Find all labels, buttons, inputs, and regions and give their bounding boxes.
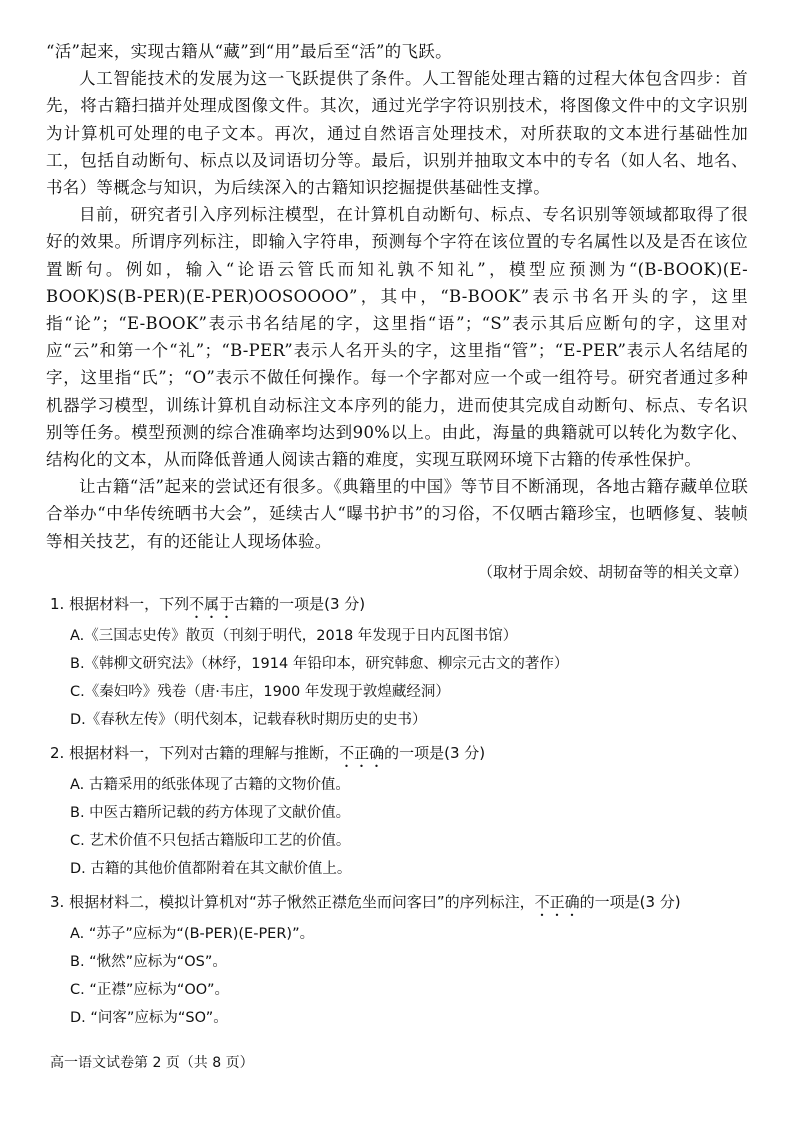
question-option-a: A. 古籍采用的纸张体现了古籍的文物价值。 <box>70 776 350 793</box>
question-option-c: C. “正襟”应标为“OO”。 <box>70 981 229 998</box>
question-option-d: D. “问客”应标为“SO”。 <box>70 1009 228 1026</box>
question-option-d: D. 古籍的其他价值都附着在其文献价值上。 <box>70 860 352 877</box>
question-option-d: D.《春秋左传》（明代刻本，记载春秋时期历史的史书） <box>70 711 427 728</box>
question-option-b: B.《韩柳文研究法》（林纾，1914 年铅印本，研究韩愈、柳宗元古文的著作） <box>70 655 569 672</box>
question-option-b: B. 中医古籍所记载的药方体现了文献价值。 <box>70 804 351 821</box>
question-stem-text: 古籍的一项是(3 分) <box>234 594 366 613</box>
question-stem-text: 2. 根据材料一，下列对古籍的理解与推断， <box>50 743 340 762</box>
passage-paragraph-1: 人工智能技术的发展为这一飞跃提供了条件。人工智能处理古籍的过程大体包含四步：首先，将古籍扫描并处理成图像文件。其次，通过光学字符识别技术，将图像文件中的文字识别为计算机可处理的电子文本。再次，通过自然语言处理技术，对所获取的文本进行基础性加工，包括自动断句、标点以及词语切分等。最后，识别并抽取文本中的专名（如人名、地名、书名）等概念与知识，为后续深入的古籍知识挖掘提供基础性支撑。 <box>46 69 748 198</box>
question-option-c: C. 艺术价值不只包括古籍版印工艺的价值。 <box>70 832 351 849</box>
question-stem-text: 3. 根据材料二，模拟计算机对“苏子愀然正襟危坐而问客曰”的序列标注， <box>50 892 535 911</box>
question-3 <box>46 889 748 1032</box>
passage-paragraph-2: 目前，研究者引入序列标注模型，在计算机自动断句、标点、专名识别等领域都取得了很好的效果。所谓序列标注，即输入字符串，预测每个字符在该位置的专名属性以及是否在该位置断句。例如，输入“论语云管氏而知礼孰不知礼”，模型应预测为“(B-BOOK)(E-BOOK)S(B-PER)(E-PER)OOSOOOO”，其中，“B-BOOK”表示书名开头的字，这里指“论”；“E-BOOK”表示书名结尾的字，这里指“语”；“S”表示其后应断句的字，这里对应“云”和第一个“礼”；“B-PER”表示人名开头的字，这里指“管”；“E-PER”表示人名结尾的字，这里指“氏”；“O”表示不做任何操作。每一个字都对应一个或一组符号。研究者通过多种机器学习模型，训练计算机自动标注文本序列的能力，进而使其完成自动断句、标点、专名识别等任务。模型预测的综合准确率均达到90%以上。由此，海量的典籍就可以转化为数字化、结构化的文本，从而降低普通人阅读古籍的难度，实现互联网环境下古籍的传承性保护。 <box>46 205 748 470</box>
question-stem-text: 1. 根据材料一，下列 <box>50 594 190 613</box>
question-stem <box>50 591 748 622</box>
question-option-b: B. “愀然”应标为“OS”。 <box>70 953 227 970</box>
question-1 <box>46 591 748 734</box>
question-stem-text: 的一项是(3 分) <box>384 743 486 762</box>
question-stem <box>50 889 748 920</box>
question-2 <box>46 740 748 883</box>
emphasis-text: 不正确 <box>339 743 385 762</box>
page-footer: 高一语文试卷第 2 页（共 8 页） <box>50 1055 254 1071</box>
emphasis-text: 不正确 <box>534 892 580 911</box>
passage-paragraph-0: “活”起来，实现古籍从“藏”到“用”最后至“活”的飞跃。 <box>46 42 452 61</box>
question-option-c: C.《秦妇吟》残卷（唐·韦庄，1900 年发现于敦煌藏经洞） <box>70 683 450 700</box>
question-option-a: A. “苏子”应标为“(B-PER)(E-PER)”。 <box>70 925 315 942</box>
passage-source: （取材于周余姣、胡韧奋等的相关文章） <box>477 562 748 581</box>
question-option-a: A.《三国志史传》散页（刊刻于明代，2018 年发现于日内瓦图书馆） <box>70 627 518 644</box>
question-stem <box>50 740 748 771</box>
question-stem-text: 的一项是(3 分) <box>579 892 681 911</box>
passage-paragraph-3: 让古籍“活”起来的尝试还有很多。《典籍里的中国》等节目不断涌现，各地古籍存藏单位联合举办“中华传统晒书大会”，延续古人“曝书护书”的习俗，不仅晒古籍珍宝，也晒修复、装帧等相关技艺，有的还能让人现场体验。 <box>46 477 748 551</box>
emphasis-text: 不属于 <box>189 594 235 613</box>
reading-passage <box>46 38 748 585</box>
